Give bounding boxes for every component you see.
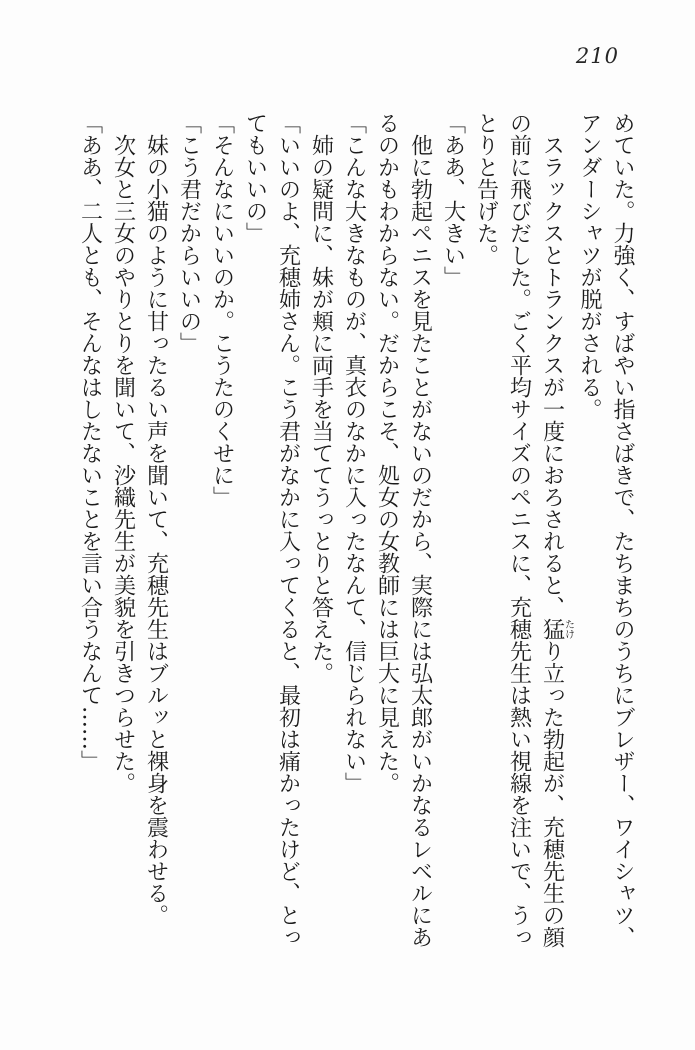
furigana-reading: たけ [562, 618, 574, 640]
page-number: 210 [575, 44, 619, 68]
paragraph-11: 次女と三女のやりとりを聞いて、沙織先生が美貌を引きつらせた。 [110, 134, 136, 794]
paragraph-12: 「ああ、二人とも、そんなはしたないことを言い合うなんて……」 [77, 112, 103, 772]
vertical-text-block [78, 112, 639, 948]
paragraph-2 [470, 112, 574, 948]
paragraph-2-pre: スラックスとトランクスが一度におろされると、 [539, 134, 565, 618]
paragraph-3: 「ああ、大きい」 [440, 112, 466, 288]
furigana-ruby [539, 618, 574, 640]
paragraph-7: 「いいのよ、充穂姉さん。こう君がなかに入ってくると、最初は痛かったけど、とってもいいの」 [242, 112, 301, 948]
paragraph-5: 「こんな大きなものが、真衣のなかに入ったなんて、信じられない」 [341, 112, 367, 794]
paragraph-8: 「そんなにいいのか。こうたのくせに」 [209, 112, 235, 508]
paragraph-6: 姉の疑問に、妹が頬に両手を当ててうっとりと答えた。 [308, 134, 334, 684]
paragraph-4: 他に勃起ペニスを見たことがないのだから、実際には弘太郎がいかなるレベルにあるのかもわからない。だからこそ、処女の女教師には巨大に見えた。 [374, 112, 433, 948]
paragraph-9: 「こう君だからいいの」 [176, 112, 202, 354]
paragraph-10: 妹の小猫のように甘ったるい声を聞いて、充穂先生はブルッと裸身を震わせる。 [143, 134, 169, 926]
paragraph-2-post: り立った勃起が、充穂先生の顔の前に飛びだした。ごく平均サイズのペニスに、充穂先生は熱い視線を注いで、うっとりと告げた。 [473, 112, 565, 948]
paragraph-1: めていた。力強く、すばやい指さばきで、たちまちのうちにブレザー、ワイシャツ、アンダーシャツが脱がされる。 [577, 112, 635, 948]
furigana-base: 猛 [539, 618, 565, 640]
